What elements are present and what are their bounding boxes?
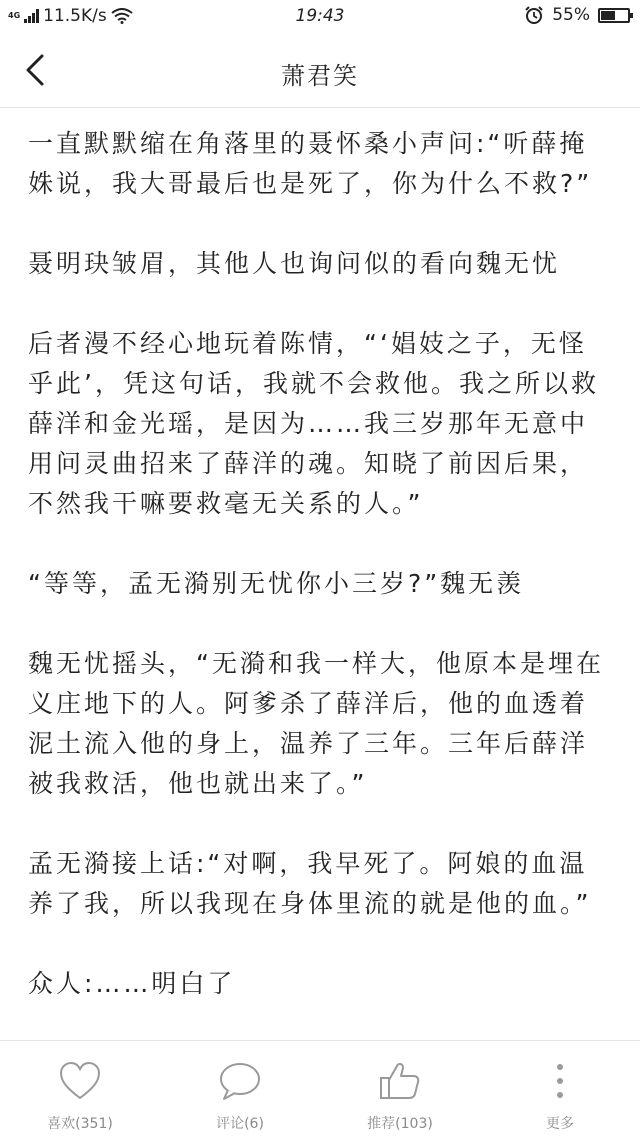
status-right xyxy=(524,5,630,25)
thumbs-up-icon xyxy=(378,1059,422,1103)
battery-percent: 55% xyxy=(552,5,590,25)
paragraph: 魏无忧摇头，“无漪和我一样大，他原本是埋在义庄地下的人。阿爹杀了薛洋后，他的血透着泥土流入他的身上，温养了三年。三年后薛洋被我救活，他也就出来了。” xyxy=(28,649,604,798)
comment-icon xyxy=(218,1059,262,1103)
recommend-label: 推荐(103) xyxy=(367,1116,433,1132)
comment-label: 评论(6) xyxy=(216,1116,264,1132)
network-type: 4G xyxy=(8,11,21,20)
network-speed: 11.5K/s xyxy=(43,6,107,26)
clock: 19:43 xyxy=(295,6,345,26)
more-label: 更多 xyxy=(546,1116,574,1132)
recommend-button[interactable] xyxy=(320,1041,480,1138)
more-button[interactable] xyxy=(480,1041,640,1138)
more-vertical-icon xyxy=(538,1059,582,1103)
alarm-icon xyxy=(524,5,544,25)
paragraph: 一直默默缩在角落里的聂怀桑小声问:“听薛掩姝说，我大哥最后也是死了，你为什么不救?” xyxy=(28,129,593,198)
heart-icon xyxy=(58,1059,102,1103)
paragraph: 众人:……明白了 xyxy=(28,969,236,998)
paragraph: 孟无漪接上话:“对啊，我早死了。阿娘的血温养了我，所以我现在身体里流的就是他的血。” xyxy=(28,849,592,918)
paragraph: “等等，孟无漪别无忧你小三岁?”魏无羡 xyxy=(28,569,525,598)
article-body[interactable] xyxy=(28,124,614,1004)
comment-button[interactable] xyxy=(160,1041,320,1138)
paragraph: 后者漫不经心地玩着陈情，“‘娼妓之子，无怪乎此’，凭这句话，我就不会救他。我之所以救薛洋和金光瑶，是因为……我三岁那年无意中用问灵曲招来了薛洋的魂。知晓了前因后果，不然我干嘛要救毫无关系的人。” xyxy=(28,329,599,518)
paragraph: 聂明玦皱眉，其他人也询问似的看向魏无忧 xyxy=(28,249,561,278)
like-label: 喜欢(351) xyxy=(47,1116,113,1132)
page-title: 萧君笑 xyxy=(281,62,359,90)
bottom-action-bar xyxy=(0,1040,640,1138)
header xyxy=(0,34,640,108)
battery-level xyxy=(601,11,615,20)
status-bar xyxy=(0,0,640,34)
battery-icon xyxy=(598,8,630,23)
like-button[interactable] xyxy=(0,1041,160,1138)
